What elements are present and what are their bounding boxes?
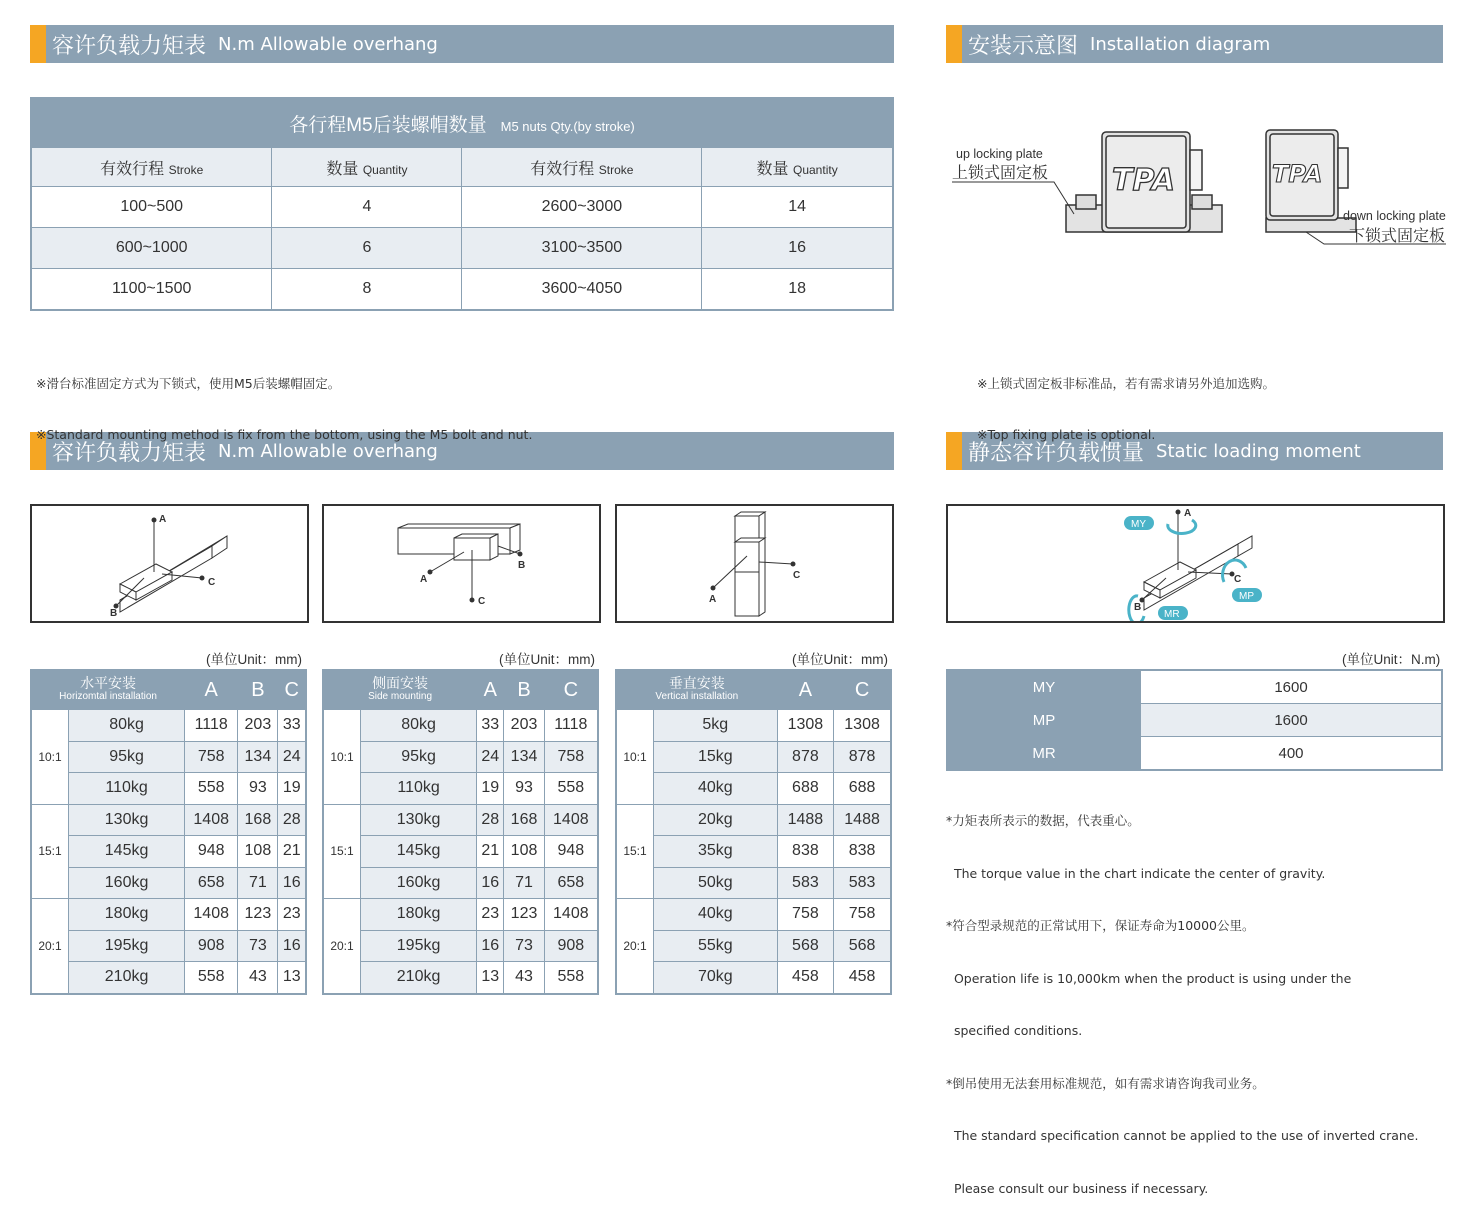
table-row — [616, 773, 891, 805]
value-cell: 1408 — [544, 899, 598, 931]
rotation-arrow-my-icon — [1168, 520, 1196, 533]
value-cell: 838 — [834, 836, 891, 868]
value-cell: 658 — [544, 867, 598, 899]
label-mp: MP — [1239, 591, 1254, 602]
unit-label: (单位Unit：mm) — [206, 652, 302, 667]
table-row — [947, 670, 1442, 704]
col-header-a: A — [477, 670, 504, 710]
ratio-cell: 10:1 — [616, 710, 654, 805]
value-cell: 24 — [477, 741, 504, 773]
col-header-c: C — [544, 670, 598, 710]
value-cell: 19 — [278, 773, 306, 805]
value-cell: 758 — [185, 741, 238, 773]
nuts-caption-en: M5 nuts Qty.(by stroke) — [500, 118, 635, 134]
value-cell: 28 — [278, 804, 306, 836]
value-cell: 24 — [278, 741, 306, 773]
table-cell: 8 — [272, 269, 462, 311]
load-cell: 95kg — [361, 741, 477, 773]
down-plate-label-zh: 下锁式固定板 — [1349, 226, 1446, 245]
table-cell: 3100~3500 — [462, 228, 702, 269]
table-row — [616, 710, 891, 742]
table-row — [323, 899, 598, 931]
label-b: B — [110, 608, 118, 619]
value-cell: 908 — [544, 930, 598, 962]
value-cell: 203 — [504, 710, 544, 742]
col-zh: 数量 — [756, 160, 789, 178]
table-row — [31, 804, 306, 836]
load-cell: 35kg — [654, 836, 778, 868]
section-header-overhang-top — [30, 25, 894, 63]
note-line: *力矩表所表示的数据，代表重心。 — [946, 813, 1140, 828]
col-en: Stroke — [168, 162, 204, 177]
value-cell: 838 — [777, 836, 834, 868]
header-title-zh: 容许负载力矩表 — [52, 440, 207, 466]
moment-key: MY — [947, 670, 1141, 704]
value-cell: 108 — [238, 836, 278, 868]
ratio-cell: 15:1 — [616, 804, 654, 899]
table-row — [323, 962, 598, 994]
value-cell: 688 — [834, 773, 891, 805]
title-zh: 侧面安装 — [372, 675, 429, 691]
value-cell: 123 — [504, 899, 544, 931]
value-cell: 134 — [238, 741, 278, 773]
load-cell: 130kg — [361, 804, 477, 836]
load-cell: 55kg — [654, 930, 778, 962]
note-en: ※Standard mounting method is fix from the bottom, using the M5 bolt and nut. — [36, 427, 533, 442]
table-row — [323, 836, 598, 868]
value-cell: 43 — [238, 962, 278, 994]
load-cell: 70kg — [654, 962, 778, 994]
label-b: B — [1134, 602, 1142, 613]
header-title-zh: 容许负载力矩表 — [52, 33, 207, 59]
table-row — [616, 930, 891, 962]
col-header-quantity — [702, 148, 893, 187]
table-row — [947, 704, 1442, 737]
table-row — [323, 867, 598, 899]
header-accent — [30, 25, 46, 63]
moment-value: 1600 — [1141, 670, 1443, 704]
value-cell: 13 — [477, 962, 504, 994]
col-header-b: B — [238, 670, 278, 710]
load-cell: 80kg — [361, 710, 477, 742]
table-row — [31, 269, 893, 311]
label-a: A — [159, 514, 167, 525]
col-header-c: C — [834, 670, 891, 710]
table-row — [31, 962, 306, 994]
header-title-en: N.m Allowable overhang — [218, 440, 438, 462]
unit-label: (单位Unit：mm) — [792, 652, 888, 667]
table-row — [616, 867, 891, 899]
label-b: B — [518, 560, 526, 571]
value-cell: 758 — [544, 741, 598, 773]
value-cell: 93 — [238, 773, 278, 805]
value-cell: 948 — [544, 836, 598, 868]
value-cell: 71 — [238, 867, 278, 899]
table-row — [616, 836, 891, 868]
section-header-installation — [946, 25, 1443, 63]
load-cell: 110kg — [361, 773, 477, 805]
value-cell: 568 — [777, 930, 834, 962]
table-row — [31, 930, 306, 962]
ratio-cell: 15:1 — [31, 804, 69, 899]
value-cell: 13 — [278, 962, 306, 994]
value-cell: 908 — [185, 930, 238, 962]
value-cell: 558 — [544, 773, 598, 805]
table-row — [616, 804, 891, 836]
col-header-b: B — [504, 670, 544, 710]
diagram-side — [322, 504, 601, 623]
installation-diagram — [946, 120, 1466, 260]
value-cell: 758 — [777, 899, 834, 931]
ratio-cell: 10:1 — [323, 710, 361, 805]
table-row — [31, 867, 306, 899]
col-zh: 有效行程 — [530, 160, 595, 178]
table-row — [31, 187, 893, 228]
value-cell: 33 — [477, 710, 504, 742]
value-cell: 688 — [777, 773, 834, 805]
value-cell: 1408 — [185, 804, 238, 836]
up-plate-label-en: up locking plate — [956, 147, 1043, 161]
table-row — [616, 899, 891, 931]
table-row — [616, 741, 891, 773]
title-en: Horizomtal installation — [59, 691, 157, 702]
unit-label: (单位Unit：N.m) — [1342, 652, 1441, 667]
value-cell: 1488 — [834, 804, 891, 836]
value-cell: 134 — [504, 741, 544, 773]
col-header-stroke — [31, 148, 272, 187]
title-zh: 水平安装 — [80, 675, 137, 691]
value-cell: 558 — [185, 773, 238, 805]
side-mounting-table — [322, 669, 599, 995]
load-cell: 160kg — [69, 867, 185, 899]
note-line: The torque value in the chart indicate the center of gravity. — [946, 865, 1326, 881]
value-cell: 583 — [834, 867, 891, 899]
moment-notes — [946, 777, 1418, 1215]
value-cell: 758 — [834, 899, 891, 931]
table-row — [31, 710, 306, 742]
up-plate-leader — [952, 182, 1074, 214]
header-title-zh: 静态容许负载惯量 — [968, 440, 1145, 466]
header-title-zh: 安装示意图 — [968, 33, 1079, 59]
horizontal-mounting-sketch — [32, 506, 307, 621]
value-cell: 16 — [278, 930, 306, 962]
unit-label: (单位Unit：mm) — [499, 652, 595, 667]
table-row — [947, 737, 1442, 771]
value-cell: 16 — [278, 867, 306, 899]
static-moment-table — [946, 669, 1443, 771]
logo-text: TPA — [1272, 160, 1323, 188]
load-cell: 210kg — [69, 962, 185, 994]
nuts-caption-zh: 各行程M5后装螺帽数量 — [289, 114, 487, 136]
value-cell: 123 — [238, 899, 278, 931]
load-cell: 210kg — [361, 962, 477, 994]
note-line: Operation life is 10,000km when the product is using under the — [946, 970, 1352, 986]
value-cell: 203 — [238, 710, 278, 742]
load-cell: 180kg — [361, 899, 477, 931]
load-cell: 80kg — [69, 710, 185, 742]
col-zh: 有效行程 — [100, 160, 165, 178]
table-row — [323, 710, 598, 742]
table-cell: 100~500 — [31, 187, 272, 228]
static-moment-sketch — [948, 506, 1443, 621]
vertical-mounting-sketch — [617, 506, 892, 621]
label-c: C — [793, 570, 801, 581]
load-cell: 195kg — [361, 930, 477, 962]
value-cell: 28 — [477, 804, 504, 836]
table-row — [31, 836, 306, 868]
label-my: MY — [1131, 519, 1146, 530]
load-cell: 180kg — [69, 899, 185, 931]
label-mr: MR — [1164, 609, 1180, 620]
value-cell: 21 — [477, 836, 504, 868]
col-en: Quantity — [793, 162, 838, 177]
table-cell: 1100~1500 — [31, 269, 272, 311]
value-cell: 1118 — [544, 710, 598, 742]
diagram-vertical — [615, 504, 894, 623]
load-cell: 50kg — [654, 867, 778, 899]
note-left — [36, 341, 532, 460]
horizontal-installation-table — [30, 669, 307, 995]
value-cell: 21 — [278, 836, 306, 868]
vertical-installation-table — [615, 669, 892, 995]
value-cell: 1488 — [777, 804, 834, 836]
value-cell: 878 — [834, 741, 891, 773]
value-cell: 568 — [834, 930, 891, 962]
value-cell: 558 — [185, 962, 238, 994]
col-en: Stroke — [598, 162, 634, 177]
table-cell: 2600~3000 — [462, 187, 702, 228]
note-en: ※Top fixing plate is optional. — [977, 427, 1156, 442]
ratio-cell: 20:1 — [31, 899, 69, 994]
ratio-cell: 20:1 — [323, 899, 361, 994]
load-cell: 110kg — [69, 773, 185, 805]
load-cell: 95kg — [69, 741, 185, 773]
table-cell: 4 — [272, 187, 462, 228]
col-header-c: C — [278, 670, 306, 710]
value-cell: 1408 — [544, 804, 598, 836]
table-row — [31, 228, 893, 269]
value-cell: 43 — [504, 962, 544, 994]
note-zh: ※上锁式固定板非标准品，若有需求请另外追加选购。 — [977, 376, 1275, 391]
load-cell: 195kg — [69, 930, 185, 962]
value-cell: 16 — [477, 867, 504, 899]
value-cell: 23 — [477, 899, 504, 931]
value-cell: 73 — [504, 930, 544, 962]
value-cell: 948 — [185, 836, 238, 868]
value-cell: 19 — [477, 773, 504, 805]
load-cell: 40kg — [654, 773, 778, 805]
ratio-cell: 15:1 — [323, 804, 361, 899]
up-plate-label-zh: 上锁式固定板 — [952, 163, 1049, 182]
table-cell: 3600~4050 — [462, 269, 702, 311]
col-zh: 数量 — [326, 160, 359, 178]
label-a: A — [709, 594, 717, 605]
table-row — [616, 962, 891, 994]
value-cell: 168 — [238, 804, 278, 836]
logo-text: TPA — [1112, 163, 1175, 198]
note-zh: ※滑台标准固定方式为下锁式，使用M5后装螺帽固定。 — [36, 376, 341, 391]
load-cell: 5kg — [654, 710, 778, 742]
label-c: C — [1234, 574, 1242, 585]
table-title — [31, 670, 185, 710]
value-cell: 458 — [834, 962, 891, 994]
value-cell: 1308 — [834, 710, 891, 742]
note-line: The standard specification cannot be applied to the use of inverted crane. — [946, 1128, 1419, 1143]
table-cell: 18 — [702, 269, 893, 311]
load-cell: 145kg — [361, 836, 477, 868]
label-c: C — [208, 577, 216, 588]
header-title-en: N.m Allowable overhang — [218, 33, 438, 55]
title-en: Side mounting — [368, 691, 433, 702]
load-cell: 20kg — [654, 804, 778, 836]
table-row — [31, 899, 306, 931]
value-cell: 1118 — [185, 710, 238, 742]
table-title — [323, 670, 477, 710]
nuts-table-caption — [31, 98, 893, 148]
value-cell: 878 — [777, 741, 834, 773]
value-cell: 583 — [777, 867, 834, 899]
note-line: *符合型录规范的正常试用下，保证寿命为10000公里。 — [946, 918, 1255, 933]
header-accent — [946, 432, 962, 470]
note-line: specified conditions. — [946, 1023, 1083, 1038]
title-en: Vertical installation — [655, 691, 739, 702]
table-cell: 600~1000 — [31, 228, 272, 269]
side-mounting-sketch — [324, 506, 599, 621]
table-cell: 6 — [272, 228, 462, 269]
moment-key: MR — [947, 737, 1141, 771]
header-title-en: Installation diagram — [1090, 33, 1271, 55]
value-cell: 1308 — [777, 710, 834, 742]
moment-value: 400 — [1141, 737, 1443, 771]
header-title-en: Static loading moment — [1156, 440, 1361, 462]
value-cell: 33 — [278, 710, 306, 742]
table-row — [323, 804, 598, 836]
value-cell: 108 — [504, 836, 544, 868]
col-header-quantity — [272, 148, 462, 187]
col-en: Quantity — [362, 162, 408, 177]
table-row — [323, 741, 598, 773]
table-row — [323, 930, 598, 962]
header-accent — [946, 25, 962, 63]
load-cell: 145kg — [69, 836, 185, 868]
table-cell: 14 — [702, 187, 893, 228]
value-cell: 71 — [504, 867, 544, 899]
label-a: A — [420, 574, 428, 585]
note-line: *倒吊使用无法套用标准规范，如有需求请咨询我司业务。 — [946, 1075, 1265, 1091]
load-cell: 160kg — [361, 867, 477, 899]
value-cell: 1408 — [185, 899, 238, 931]
label-c: C — [478, 596, 486, 607]
diagram-horizontal — [30, 504, 309, 623]
value-cell: 16 — [477, 930, 504, 962]
value-cell: 558 — [544, 962, 598, 994]
value-cell: 23 — [278, 899, 306, 931]
value-cell: 73 — [238, 930, 278, 962]
load-cell: 130kg — [69, 804, 185, 836]
moment-key: MP — [947, 704, 1141, 737]
down-plate-label-en: down locking plate — [1343, 209, 1446, 223]
value-cell: 658 — [185, 867, 238, 899]
col-header-a: A — [777, 670, 834, 710]
value-cell: 168 — [504, 804, 544, 836]
value-cell: 458 — [777, 962, 834, 994]
table-row — [31, 773, 306, 805]
note-line: Please consult our business if necessary. — [946, 1180, 1209, 1196]
col-header-a: A — [185, 670, 238, 710]
table-cell: 16 — [702, 228, 893, 269]
col-header-stroke — [462, 148, 702, 187]
moment-value: 1600 — [1141, 704, 1443, 737]
diagram-static-moment — [946, 504, 1445, 623]
nuts-quantity-table — [30, 97, 894, 311]
table-title — [616, 670, 777, 710]
table-row — [31, 741, 306, 773]
ratio-cell: 20:1 — [616, 899, 654, 994]
note-right — [977, 341, 1275, 460]
table-row — [323, 773, 598, 805]
ratio-cell: 10:1 — [31, 710, 69, 805]
label-a: A — [1184, 508, 1192, 519]
value-cell: 93 — [504, 773, 544, 805]
load-cell: 15kg — [654, 741, 778, 773]
title-zh: 垂直安装 — [668, 675, 725, 691]
load-cell: 40kg — [654, 899, 778, 931]
